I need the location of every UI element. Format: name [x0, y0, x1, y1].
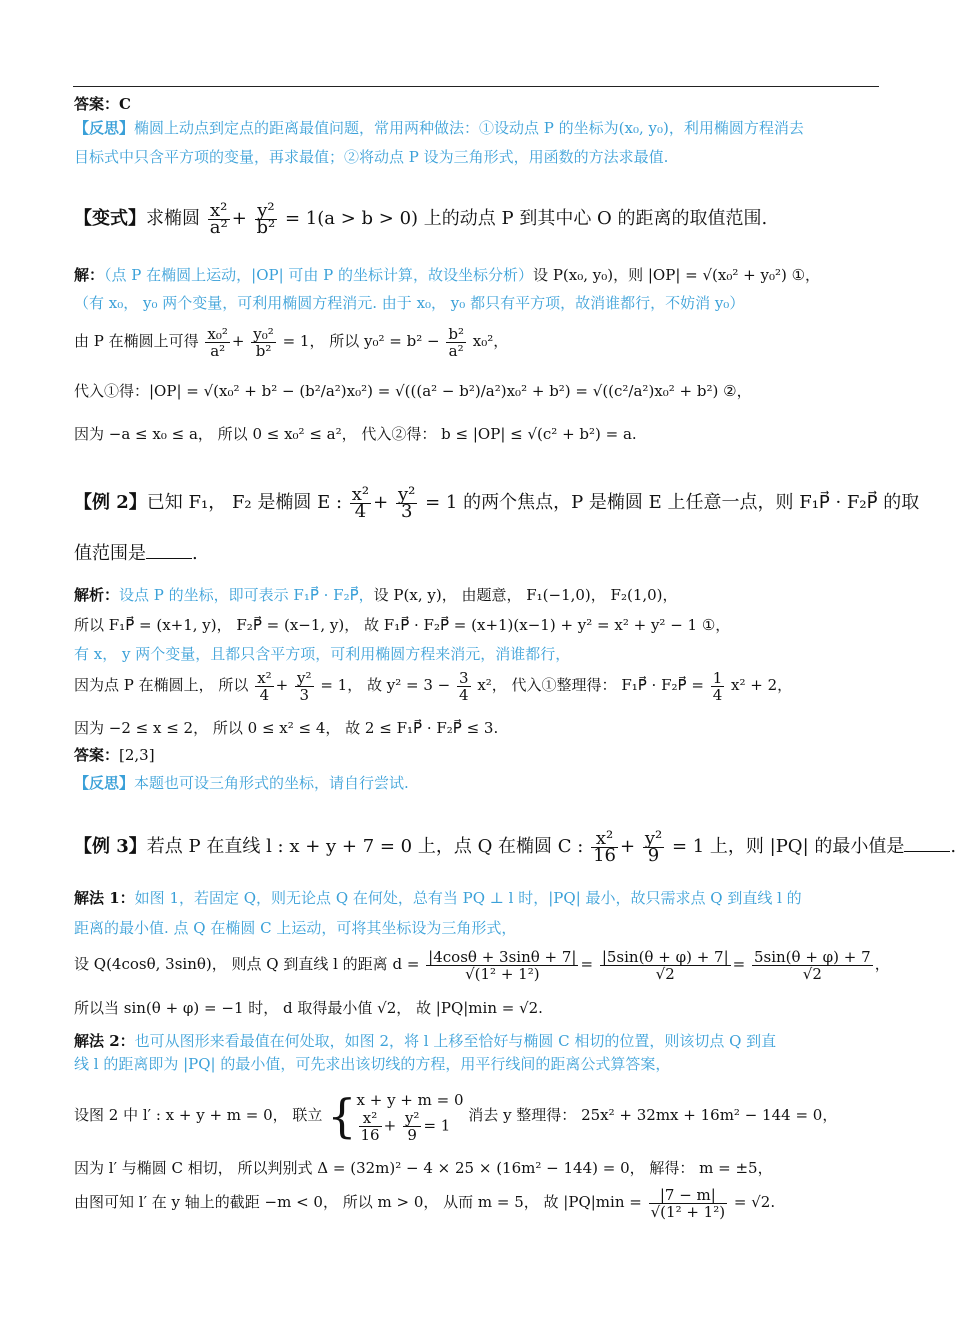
reflect-2-line: 【反思】本题也可设三角形式的坐标，请自行尝试. — [74, 774, 409, 792]
fraction: $\frac{\text{x²}}{16}$ — [360, 1108, 380, 1144]
equation-system: x + y + m = 0 $\frac{\text{x²}}{16}$ + $\frac{\text{y²}}{9}$ = 1 — [356, 1090, 464, 1144]
answer-2-line: 答案：[2,3] — [74, 746, 155, 764]
method-1-line-1: 解法 1：如图 1，若固定 Q，则无论点 Q 在何处，总有当 PQ ⊥ l 时，|PQ| 最小，故只需求点 Q 到直线 l 的 — [74, 889, 802, 907]
answer-blank[interactable] — [904, 837, 950, 852]
sol1-line-1: 解：（点 P 在椭圆上运动，|OP| 可由 P 的坐标计算，故设坐标分析）设 P(x₀, y₀)，则 |OP| = √(x₀² + y₀²) ①， — [74, 266, 821, 284]
method-2-line-1: 解法 2：也可从图形来看最值在何处取，如图 2，将 l 上移至恰好与椭圆 C 相切的位置，则该切点 Q 到直 — [74, 1032, 777, 1050]
method-2-line-2: 线 l 的距离即为 |PQ| 的最小值，可先求出该切线的方程，用平行线间的距离公式算答案， — [74, 1055, 671, 1073]
answer-blank[interactable] — [146, 544, 192, 559]
fraction: $\frac{\text{x²}}{4}$ — [257, 668, 272, 704]
method-2-line-4: 因为 l′ 与椭圆 C 相切， 所以判别式 Δ = (32m)² − 4 × 25 × (16m² − 144) = 0， 解得： m = ±5， — [74, 1159, 773, 1177]
fraction: $\frac{\text{y²}}{9}$ — [644, 827, 663, 866]
fraction: $\frac{\text{x²}}{4}$ — [351, 483, 370, 522]
answer-line: 答案：C — [74, 95, 131, 113]
sol1-line-4: 代入①得：|OP| = √(x₀² + b² − (b²/a²)x₀²) = √(((a² − b²)/a²)x₀² + b²) = √((c²/a²)x₀² + b²) ②， — [74, 382, 752, 400]
fraction: $\frac{1}{4}$ — [712, 668, 723, 704]
sol2-line-5: 因为 −2 ≤ x ≤ 2， 所以 0 ≤ x² ≤ 4， 故 2 ≤ F₁P⃗ · F₂P⃗ ≤ 3. — [74, 719, 499, 737]
fraction: $\frac{|7 - m|}{\text{√(1² + 1²)}}$ — [650, 1185, 726, 1221]
fraction: $\frac{\text{y₀²}}{\text{b²}}$ — [253, 324, 274, 360]
fraction: $\frac{\text{y²}}{9}$ — [404, 1108, 420, 1144]
sol1-line-2: （有 x₀， y₀ 两个变量，可利用椭圆方程消元. 由于 x₀， y₀ 都只有平方项，故消谁都行，不妨消 y₀） — [74, 294, 745, 312]
sol2-line-2: 所以 F₁P⃗ = (x+1, y)， F₂P⃗ = (x−1, y)， 故 F₁P⃗ · F₂P⃗ = (x+1)(x−1) + y² = x² + y² − 1 ①， — [74, 616, 731, 634]
fraction: $\frac{\text{x²}}{\text{a²}}$ — [209, 199, 228, 238]
fraction: $\frac{\text{y²}}{3}$ — [397, 483, 416, 522]
fraction: $\frac{\text{y²}}{\text{b²}}$ — [256, 199, 276, 238]
fraction: $\frac{5\sin(\theta + \varphi) + 7}{√2}$ — [753, 947, 871, 983]
sol2-line-1: 解析：设点 P 的坐标，即可表示 F₁P⃗ · F₂P⃗，设 P(x, y)， 由题意， F₁(−1,0)， F₂(1,0)， — [74, 586, 678, 604]
reflect-line-1: 【反思】椭圆上动点到定点的距离最值问题，常用两种做法：①设动点 P 的坐标为(x₀, y₀)，利用椭圆方程消去 — [74, 119, 804, 137]
sol2-line-3: 有 x， y 两个变量，且都只含平方项，可利用椭圆方程来消元，消谁都行， — [74, 645, 571, 663]
method-1-line-4: 所以当 sin(θ + φ) = −1 时， d 取得最小值 √2， 故 |PQ|min = √2. — [74, 999, 543, 1017]
fraction: $\frac{|5\sin(\theta + \varphi) + 7|}{√2}$ — [601, 947, 729, 983]
fraction: $\frac{\text{x₀²}}{\text{a²}}$ — [207, 324, 228, 360]
sol1-line-3: 由 P 在椭圆上可得 $\frac{\text{x₀²}}{\text{a²}}$ + $\frac{\text{y₀²}}{\text{b²}}$ = 1， 所以 y₀² = b² − $\frac{\text{b²}}{\text{a²}}$ x₀²， — [74, 324, 509, 360]
sol2-line-4: 因为点 P 在椭圆上， 所以 $\frac{\text{x²}}{4}$ + $\frac{\text{y²}}{3}$ = 1， 故 y² = 3 − $\frac{3}{4}$ x²， 代入①整理得： F₁P⃗ · F₂P⃗ = $\frac{1}{4}$ x² + 2， — [74, 668, 793, 704]
variant-problem: 【变式】求椭圆 $\frac{\text{x²}}{\text{a²}}$ + $\frac{\text{y²}}{\text{b²}}$ = 1(a > b > 0) 上的动点 P 到其中心 O 的距离的取值范围. — [74, 199, 768, 238]
fraction: $\frac{|4\cos\theta + 3\sin\theta + 7|}{\text{√(1² + 1²)}}$ — [428, 947, 577, 983]
method-2-line-3: 设图 2 中 l′ : x + y + m = 0， 联立 { x + y + m = 0 $\frac{\text{x²}}{16}$ + $\frac{\text{y²}}{9}$ = 1 消去 y 整理得： 25x² + 32mx + 16m² − 144 = 0， — [74, 1089, 838, 1144]
top-rule — [73, 86, 879, 87]
fraction: $\frac{\text{b²}}{\text{a²}}$ — [448, 324, 464, 360]
example-2-problem: 【例 2】已知 F₁， F₂ 是椭圆 E : $\frac{\text{x²}}{4}$ + $\frac{\text{y²}}{3}$ = 1 的两个焦点，P 是椭圆 E 上任意一点，则 F₁P⃗ · F₂P⃗ 的取 — [74, 483, 920, 522]
reflect-line-2: 目标式中只含平方项的变量，再求最值；②将动点 P 设为三角形式，用函数的方法求最值. — [74, 148, 669, 166]
method-1-line-3: 设 Q(4cosθ, 3sinθ)， 则点 Q 到直线 l 的距离 d = $\frac{|4\cos\theta + 3\sin\theta + 7|}{\text{√(1² + 1²)}}$ = $\frac{|5\sin(\theta + \varphi) + 7|}{√2}$ = $\frac{5\sin(\theta + \varphi) + 7}{√2}$ ， — [74, 947, 890, 983]
example-3-problem: 【例 3】若点 P 在直线 l : x + y + 7 = 0 上，点 Q 在椭圆 C : $\frac{\text{x²}}{16}$ + $\frac{\text{y²}}{9}$ = 1 上，则 |PQ| 的最小值是 . — [74, 827, 956, 866]
example-2-line-2: 值范围是 . — [74, 543, 198, 564]
method-2-line-5: 由图可知 l′ 在 y 轴上的截距 −m < 0， 所以 m > 0， 从而 m = 5， 故 |PQ|min = $\frac{|7 - m|}{\text{√(1² + 1²)}}$ = √2. — [74, 1185, 776, 1221]
fraction: $\frac{\text{x²}}{16}$ — [593, 827, 616, 866]
left-brace: { — [327, 1089, 357, 1143]
method-1-line-2: 距离的最小值. 点 Q 在椭圆 C 上运动，可将其坐标设为三角形式， — [74, 919, 517, 937]
sol1-line-5: 因为 −a ≤ x₀ ≤ a， 所以 0 ≤ x₀² ≤ a²， 代入②得： b ≤ |OP| ≤ √(c² + b²) = a. — [74, 425, 637, 443]
fraction: $\frac{3}{4}$ — [458, 668, 469, 704]
fraction: $\frac{\text{y²}}{3}$ — [297, 668, 312, 704]
